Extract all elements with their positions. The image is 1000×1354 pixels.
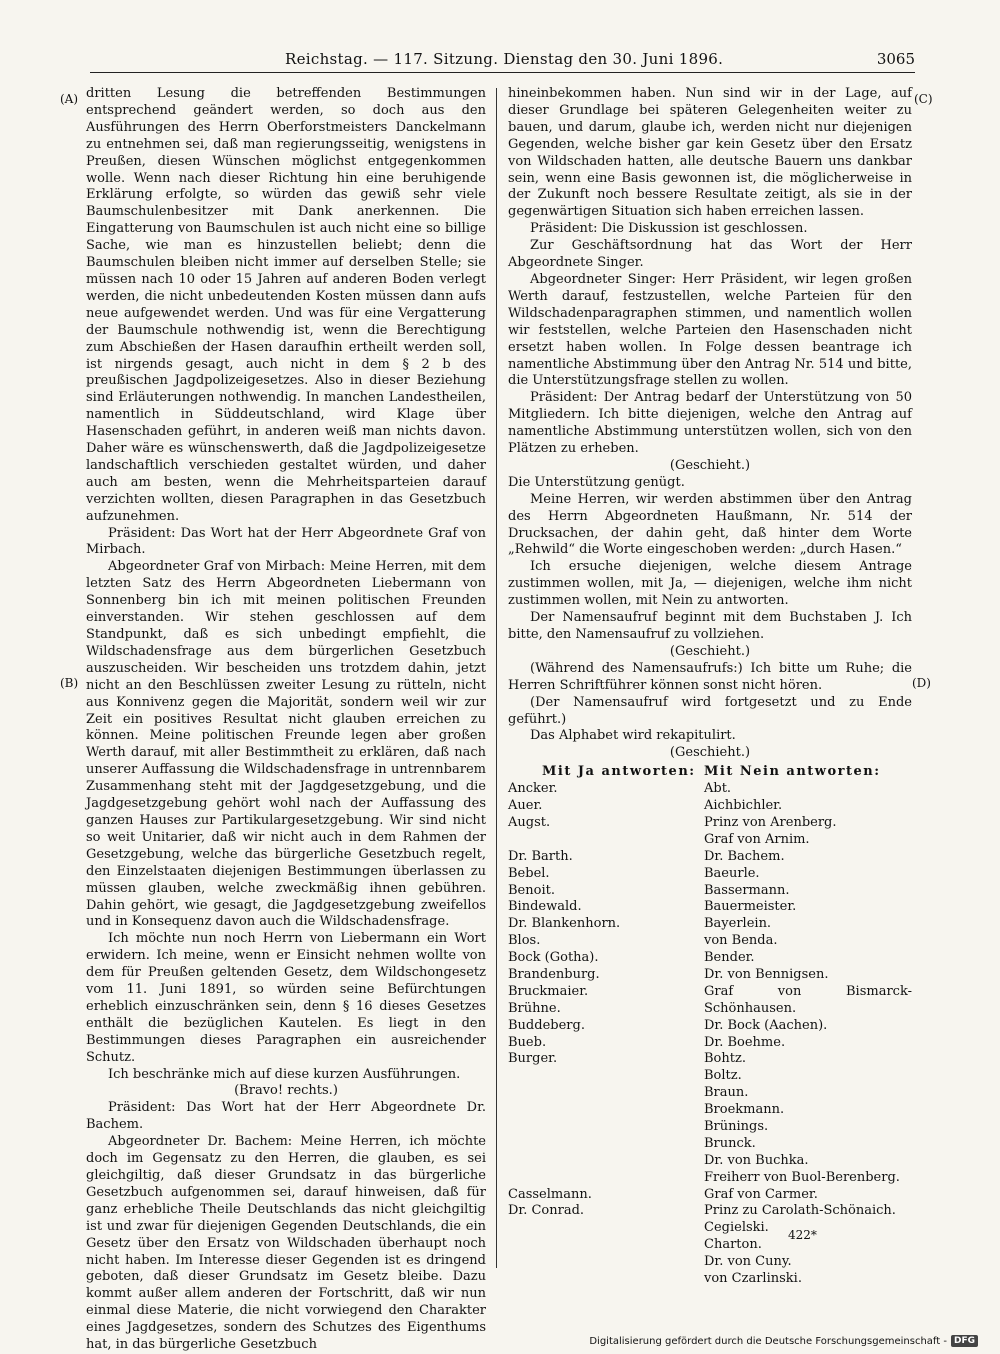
vote-row <box>508 1102 912 1119</box>
page-header <box>60 50 915 68</box>
right-paragraph: Der Namensaufruf beginnt mit dem Buchstaben J. Ich bitte, den Namensaufruf zu vollziehen. <box>508 610 912 642</box>
vote-row <box>508 815 912 832</box>
vote-nein-name: Cegielski. <box>704 1220 769 1236</box>
footer-text: Digitalisierung gefördert durch die Deutsche Forschungsgemeinschaft - <box>589 1335 947 1347</box>
vote-row <box>508 1001 912 1018</box>
vote-ja-name <box>508 1068 704 1085</box>
vote-nein-name: Bauermeister. <box>704 899 797 915</box>
vote-nein-name: Prinz von Arenberg. <box>704 814 837 830</box>
vote-ja-name: Dr. Conrad. <box>508 1203 585 1219</box>
right-paragraph: Die Unterstützung genügt. <box>508 474 685 490</box>
left-paragraph: Ich beschränke mich auf diese kurzen Ausführungen. <box>108 1066 461 1082</box>
vote-nein-name: Dr. von Buchka. <box>704 1152 809 1168</box>
vote-nein-name: Bender. <box>704 950 755 966</box>
vote-ja-name <box>508 1153 704 1170</box>
right-paragraph: Das Alphabet wird rekapitulirt. <box>530 728 736 744</box>
vote-nein-name: Graf von Carmer. <box>704 1186 818 1202</box>
vote-row <box>508 781 912 798</box>
vote-row <box>508 1136 912 1153</box>
left-paragraph: Ich möchte nun noch Herrn von Liebermann ein Wort erwidern. Ich meine, wenn er Einsicht nehmen wollte von dem für Preußen geltenden Gesetz, dem Wildschongesetz vom 11. Juni 1891, so würden seine Befürchtungen erheblich einzuschränken sein, denn § 16 dieses Gesetzes enthält die bezüglichen Kautelen. Es liegt in den Bestimmungen dieses Paragraphen ein ausreichender Schutz. <box>86 931 486 1065</box>
vote-nein-name: Brünings. <box>704 1118 769 1134</box>
vote-nein-name: Graf von Bismarck-Schönhausen. <box>704 983 912 1016</box>
vote-ja-name: Bindewald. <box>508 899 582 915</box>
vote-row <box>508 1051 912 1068</box>
vote-row <box>508 1220 912 1237</box>
vote-ja-name: Blos. <box>508 933 541 949</box>
right-column-text <box>508 86 912 762</box>
vote-nein-name: Dr. Bock (Aachen). <box>704 1017 828 1033</box>
vote-row <box>508 1018 912 1035</box>
vote-row <box>508 899 912 916</box>
vote-nein-name: Broekmann. <box>704 1102 785 1118</box>
right-paragraph: Abgeordneter Singer: Herr Präsident, wir legen großen Werth darauf, festzustellen, welche Parteien für den Wildschadenparagraphen stimmen, und namentlich wollen wir feststellen, welche Parteien den Hasenschaden nicht ersetzt haben wollen. In Folge dessen beantrage ich namentliche Abstimmung über den Antrag Nr. 514 und bitte, die Unterstützungsfrage stellen zu wollen. <box>508 271 912 389</box>
vote-ja-name: Casselmann. <box>508 1186 592 1202</box>
vote-ja-name: Dr. Barth. <box>508 848 573 864</box>
vote-ja-name: Bueb. <box>508 1034 547 1050</box>
vote-ja-name <box>508 1102 704 1119</box>
vote-ja-name: Bruckmaier. <box>508 983 589 999</box>
vote-row <box>508 1035 912 1052</box>
footer <box>589 1335 978 1347</box>
vote-nein-name: Prinz zu Carolath-Schönaich. <box>704 1203 896 1219</box>
vote-ja-name <box>508 1220 704 1237</box>
vote-ja-name <box>508 1170 704 1187</box>
vote-nein-name: Bohtz. <box>704 1051 746 1067</box>
right-paragraph: (Während des Namensaufrufs:) Ich bitte um Ruhe; die Herren Schriftführer können sonst nicht hören. <box>508 660 912 693</box>
margin-marker-c: (C) <box>914 92 933 106</box>
vote-row <box>508 866 912 883</box>
vote-ja-name <box>508 1136 704 1153</box>
vote-row <box>508 1254 912 1271</box>
vote-ja-name <box>508 1271 704 1288</box>
vote-row <box>508 1271 912 1288</box>
vote-ja-name: Bebel. <box>508 865 550 881</box>
vote-ja-name <box>508 832 704 849</box>
margin-marker-d: (D) <box>912 676 931 690</box>
vote-row <box>508 1085 912 1102</box>
vote-row <box>508 798 912 815</box>
vote-ja-name: Dr. Blankenhorn. <box>508 916 621 932</box>
vote-nein-name: Dr. von Cuny. <box>704 1254 792 1270</box>
vote-nein-name: Braun. <box>704 1085 749 1101</box>
dfg-logo: DFG <box>951 1335 978 1347</box>
header-rule <box>90 72 915 73</box>
vote-row <box>508 916 912 933</box>
vote-nein-name: Charton. <box>704 1237 762 1253</box>
vote-nein-name: Bassermann. <box>704 882 790 898</box>
vote-headers <box>508 764 912 781</box>
vote-nein-name <box>704 1001 912 1018</box>
vote-nein-name: Freiherr von Buol-Berenberg. <box>704 1169 900 1185</box>
right-paragraph: Präsident: Der Antrag bedarf der Unterstützung von 50 Mitgliedern. Ich bitte diejenigen, welche den Antrag auf namentliche Abstimmung unterstützen wollen, sich von den Plätzen zu erheben. <box>508 390 912 457</box>
vote-ja-name: Benoit. <box>508 882 555 898</box>
vote-row <box>508 1187 912 1204</box>
left-paragraph: Abgeordneter Dr. Bachem: Meine Herren, ich möchte doch im Gegensatz zu den Herren, die glauben, es sei gleichgiltig, daß dieser Grundsatz in das bürgerliche Gesetzbuch aufgenommen sei, darauf hinweisen, daß für ganz erhebliche Theile Deutschlands das nicht gleichgiltig ist und zwar für diejenigen Gegenden Deutschlands, die ein Gesetz über den Ersatz von Wildschaden überhaupt noch nicht haben. Im Interesse dieser Gegenden ist es dringend geboten, daß dieser Grundsatz im Gesetz bleibe. Dazu kommt außer allem anderen der Fortschritt, daß wir nun einmal diese Materie, die nicht vorwiegend den Charakter eines Jagdgesetzes, sondern des Schutzes des Eigenthums hat, in das bürgerliche Gesetzbuch <box>86 1134 486 1353</box>
margin-marker-b: (B) <box>60 676 79 690</box>
vote-ja-name <box>508 1119 704 1136</box>
vote-row <box>508 967 912 984</box>
vote-nein-name: Dr. von Bennigsen. <box>704 966 829 982</box>
vote-nein-name: Dr. Bachem. <box>704 848 785 864</box>
vote-ja-name <box>508 1254 704 1271</box>
vote-ja-name: Ancker. <box>508 781 558 797</box>
vote-nein-name: Aichbichler. <box>704 798 783 814</box>
signature-mark: 422* <box>788 1228 817 1242</box>
vote-header-ja: Mit Ja antworten: <box>542 764 696 780</box>
right-paragraph: (Geschieht.) <box>669 745 751 761</box>
vote-ja-name: Auer. <box>508 798 543 814</box>
vote-header-nein: Mit Nein antworten: <box>704 764 881 780</box>
left-paragraph: dritten Lesung die betreffenden Bestimmungen entsprechend geändert werden, so doch aus den Ausführungen des Herrn Oberforstmeisters Danckelmann zu entnehmen sei, daß man regierungsseitig, wenigstens in Preußen, diesen Wünschen möglichst entgegenkommen wolle. Wenn nach dieser Richtung hin eine beruhigende Erklärung erfolgte, so würden das gewiß sehr viele Baumschulenbesitzer mit Dank anerkennen. Die Eingatterung von Baumschulen ist auch nicht eine so billige Sache, wie man es hinzustellen beliebt; denn die Baumschulen bleiben nicht immer auf derselben Stelle; sie müssen nach 10 oder 15 Jahren auf anderen Boden verlegt werden, die nicht unbedeutenden Kosten müssen dann aufs neue aufgewendet werden. Und was für eine Vergatterung der Baumschule nothwendig ist, wenn die Berechtigung zum Abschießen der Hasen daraufhin ertheilt werden soll, ist nirgends gesagt, auch nicht in dem § 2 b des preußischen Jagdpolizeigesetzes. Also in dieser Beziehung sind Erläuterungen nothwendig. In manchen Landestheilen, namentlich in Süddeutschland, wird Klage über Hasenschaden geführt, in anderen weiß man nichts davon. Daher wäre es wünschenswerth, daß die Jagdpolizeigesetze landschaftlich verschieden gestaltet würden, und daher auch am besten, wenn die Mehrheitsparteien darauf verzichten wollten, diesen Paragraphen in das Gesetzbuch aufzunehmen. <box>86 86 486 524</box>
vote-ja-name: Burger. <box>508 1051 558 1067</box>
vote-ja-name: Brandenburg. <box>508 966 600 982</box>
page-number: 3065 <box>876 50 915 68</box>
page-title: Reichstag. — 117. Sitzung. Dienstag den 30. Juni 1896. <box>285 50 724 68</box>
vote-ja-name <box>508 1085 704 1102</box>
vote-row <box>508 1170 912 1187</box>
left-column <box>86 86 486 1354</box>
right-paragraph: Präsident: Die Diskussion ist geschlossen. <box>530 221 808 237</box>
vote-row <box>508 1119 912 1136</box>
vote-row <box>508 1203 912 1220</box>
vote-ja-name: Augst. <box>508 814 551 830</box>
vote-row <box>508 1237 912 1254</box>
vote-row <box>508 849 912 866</box>
vote-row <box>508 883 912 900</box>
right-paragraph: (Geschieht.) <box>669 643 751 659</box>
vote-nein-name: Baeurle. <box>704 865 760 881</box>
vote-nein-name: Bayerlein. <box>704 916 772 932</box>
vote-ja-name: Brühne. <box>508 1000 561 1016</box>
vote-nein-name: von Czarlinski. <box>704 1270 802 1286</box>
vote-row <box>508 832 912 849</box>
left-paragraph: Präsident: Das Wort hat der Herr Abgeordnete Dr. Bachem. <box>86 1100 486 1133</box>
vote-row <box>508 933 912 950</box>
margin-marker-a: (A) <box>60 92 79 106</box>
vote-ja-name: Buddeberg. <box>508 1017 585 1033</box>
vote-nein-name: Graf von Arnim. <box>704 831 810 847</box>
left-paragraph: (Bravo! rechts.) <box>234 1083 338 1099</box>
column-divider <box>496 88 497 1268</box>
right-paragraph: (Geschieht.) <box>669 457 751 473</box>
right-paragraph: (Der Namensaufruf wird fortgesetzt und zu Ende geführt.) <box>508 694 912 727</box>
vote-list <box>508 781 912 1288</box>
right-column <box>508 86 912 1288</box>
vote-row <box>508 950 912 967</box>
vote-row <box>508 1068 912 1085</box>
vote-row <box>508 1153 912 1170</box>
vote-nein-name: von Benda. <box>704 933 778 949</box>
vote-nein-name: Brunck. <box>704 1135 756 1151</box>
vote-ja-name: Bock (Gotha). <box>508 950 599 966</box>
right-paragraph: hineinbekommen haben. Nun sind wir in der Lage, auf dieser Grundlage bei späteren Gelegenheiten weiter zu bauen, und darum, glaube ich, werden nicht nur diejenigen Gegenden, welche bisher gar kein Gesetz über den Ersatz von Wildschaden hatten, alle deutsche Bauern uns dankbar sein, wenn eine Basis gewonnen ist, die möglicherweise in der Zukunft noch bessere Resultate zeitigt, als sie in der gegenwärtigen Situation sich haben erreichen lassen. <box>508 86 912 220</box>
right-paragraph: Zur Geschäftsordnung hat das Wort der Herr Abgeordnete Singer. <box>508 238 912 271</box>
vote-nein-name: Dr. Boehme. <box>704 1034 786 1050</box>
vote-ja-name <box>508 1237 704 1254</box>
right-paragraph: Ich ersuche diejenigen, welche diesem Antrage zustimmen wollen, mit Ja, — diejenigen, welche ihm nicht zustimmen wollen, mit Nein zu antworten. <box>508 559 912 609</box>
left-paragraph: Abgeordneter Graf von Mirbach: Meine Herren, mit dem letzten Satz des Herrn Abgeordneten Liebermann von Sonnenberg bin ich mit meinen politischen Freunden einverstanden. Wir stehen geschlossen auf dem Standpunkt, daß es sich unbedingt empfiehlt, die Wildschadensfrage aus dem bürgerlichen Gesetzbuch auszuscheiden. Wir bescheiden uns trotzdem dahin, jetzt nicht an den Beschlüssen zweiter Lesung zu rütteln, nicht aus Konnivenz gegen die Majorität, sondern weil wir zur Zeit ein positives Resultat nicht glauben erreichen zu können. Meine politischen Freunde legen aber großen Werth darauf, mit aller Bestimmtheit zu erklären, daß nach unserer Auffassung die Wildschadensfrage in untrennbarem Zusammenhang steht mit der Jagdgesetzgebung, und die Jagdgesetzgebung gehört wohl nach der Auffassung des ganzen Hauses zur Partikulargesetzgebung. Wir sind nicht so weit Unitarier, daß wir nicht auch in dem Rahmen der Gesetzgebung, welche das bürgerliche Gesetzbuch regelt, den Einzelstaaten diejenigen Bestimmungen überlassen zu müssen glauben, welche zweckmäßig ihnen gebühren. Dahin gehört, wie gesagt, die Jagdgesetzgebung zweifellos und in Konsequenz davon auch die Wildschadensfrage. <box>86 559 486 930</box>
vote-nein-name: Boltz. <box>704 1068 742 1084</box>
vote-nein-name: Abt. <box>704 781 732 797</box>
left-paragraph: Präsident: Das Wort hat der Herr Abgeordnete Graf von Mirbach. <box>86 525 486 558</box>
right-paragraph: Meine Herren, wir werden abstimmen über den Antrag des Herrn Abgeordneten Haußmann, Nr. 514 der Drucksachen, der dahin geht, daß hinter dem Worte „Rehwild“ die Worte eingeschoben werden: „durch Hasen.“ <box>508 491 912 558</box>
